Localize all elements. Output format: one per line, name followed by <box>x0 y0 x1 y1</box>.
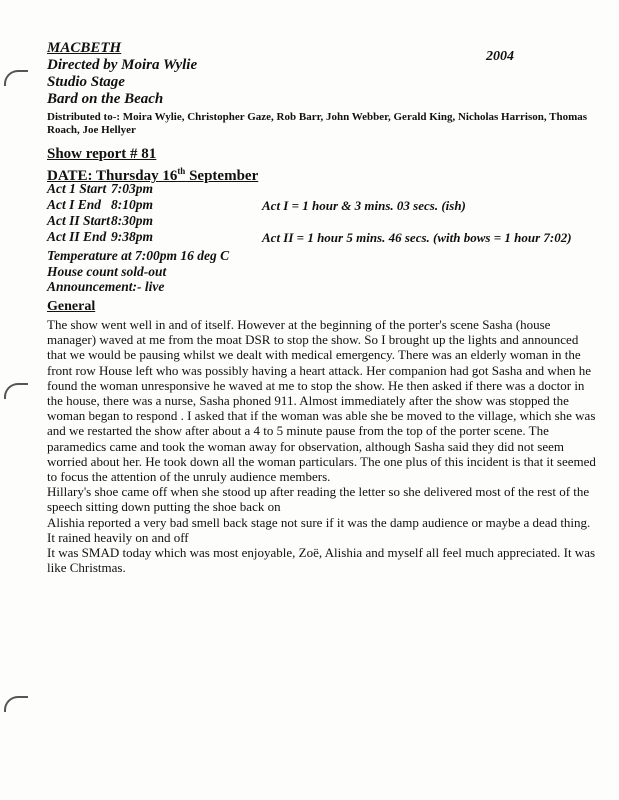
note-line: Alishia reported a very bad smell back stage not sure if it was the damp audience or maybe a dead thing. <box>47 514 591 530</box>
note-line: manager) waved at me from the moat DSR to stop the show. So I brought up the lights and announced <box>47 332 579 348</box>
note-line: front row House left who was possibly having a heart attack. Her companion had got Sasha and when he <box>47 362 592 378</box>
act-time: 8:10pm <box>111 197 153 212</box>
report-number: Show report # 81 <box>47 146 157 162</box>
note-line: paramedics came and took the woman away for observation, although Sasha said they did not seem <box>47 438 564 454</box>
punch-hole-mark <box>4 70 28 86</box>
report-date: DATE: Thursday 16th September <box>47 166 259 184</box>
document-header <box>47 40 197 108</box>
company: Bard on the Beach <box>47 91 164 107</box>
distribution-list: Distributed to-: Moira Wylie, Christopher Gaze, Rob Barr, John Webber, Gerald King, Nicholas Harrison, Thomas Roach, Joe Hellyer <box>47 111 588 136</box>
act-time: 7:03pm <box>111 181 153 196</box>
act2-duration: Act II = 1 hour 5 mins. 46 secs. (with bows = 1 hour 7:02) <box>262 230 572 245</box>
act-label: Act II End <box>47 229 107 244</box>
announcement: Announcement:- live <box>47 279 165 294</box>
show-conditions <box>47 248 229 295</box>
act-time: 8:30pm <box>111 213 153 228</box>
report-heading <box>47 146 258 185</box>
act-label: Act 1 Start <box>47 181 107 196</box>
play-title: MACBETH <box>47 40 122 56</box>
act1-duration: Act I = 1 hour & 3 mins. 03 secs. (ish) <box>262 198 466 213</box>
note-line: found the woman unresponsive he waved at me to stop the show. He then asked if there was a doctor in <box>47 377 585 393</box>
act-label: Act II Start <box>47 213 111 228</box>
general-notes <box>47 317 607 575</box>
act-time-row <box>47 213 153 229</box>
act-time-row <box>47 197 153 213</box>
note-line: worried about her. He took down all the woman particulars. The one plus of this incident is that it seemed <box>47 453 596 469</box>
year: 2004 <box>486 49 514 64</box>
punch-hole-mark <box>4 383 28 399</box>
punch-hole-mark <box>4 696 28 712</box>
note-line: the house, there was a nurse, Sasha phoned 911. Almost immediately after the show was stopped the <box>47 393 569 409</box>
venue: Studio Stage <box>47 74 125 90</box>
note-line: It rained heavily on and off <box>47 529 189 545</box>
note-line: that we would be pausing whilst we dealt with medical emergency. There was an elderly woman in the <box>47 347 581 363</box>
note-line: The show went well in and of itself. However at the beginning of the porter's scene Sasha (house <box>47 317 551 332</box>
house-count: House count sold-out <box>47 263 167 279</box>
general-heading: General <box>47 299 96 314</box>
note-line: woman began to respond . I asked that if the woman was able she be moved to the village, which she was <box>47 408 596 424</box>
note-line: to focus the attention of the unruly audience members. <box>47 469 331 485</box>
note-line: like Christmas. <box>47 560 126 576</box>
act-time: 9:38pm <box>111 229 153 244</box>
note-line: speech sitting down putting the shoe back on <box>47 499 281 515</box>
note-line: and we restarted the show after about a 4 to 5 minute pause from the top of the porter scene. The <box>47 423 549 439</box>
act-label: Act I End <box>47 197 102 212</box>
note-line: It was SMAD today which was most enjoyable, Zoë, Alishia and myself all feel much appreciated. It was <box>47 545 596 561</box>
temperature: Temperature at 7:00pm 16 deg C <box>47 248 230 263</box>
act-time-row <box>47 181 153 197</box>
act-times-table <box>47 181 153 245</box>
director: Directed by Moira Wylie <box>47 57 198 73</box>
act-time-row <box>47 229 153 245</box>
note-line: Hillary's shoe came off when she stood up after reading the letter so she delivered most of the rest of the <box>47 484 590 500</box>
